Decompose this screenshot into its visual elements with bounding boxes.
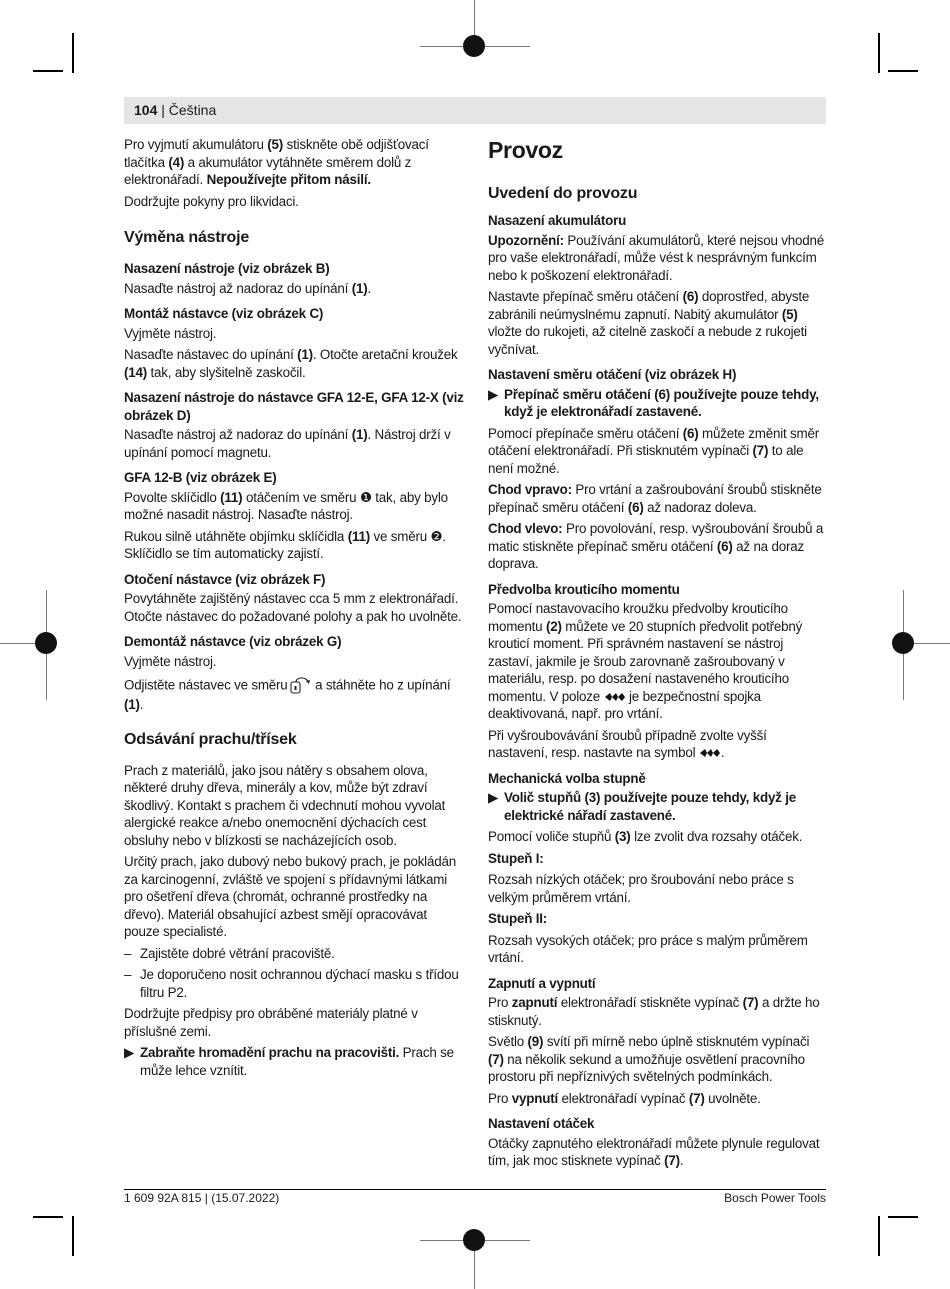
registration-mark [892,632,914,654]
paragraph: Při vyšroubovávání šroubů případně zvolte vyšší nastavení, resp. nastavte na symbol . [488,727,767,760]
subsection-title: Montáž nástavce (viz obrázek C) [124,306,324,321]
subsection-title: Předvolba krouticího momentu [488,581,680,597]
bullet-arrow-icon: ▶ [488,790,499,805]
paragraph: Pomocí voliče stupňů (3) lze zvolit dva rozsahy otáček. [488,829,803,844]
section-title: Odsávání prachu/třísek [124,730,297,748]
bullet-arrow-icon: ▶ [488,386,499,402]
left-column [124,136,464,1083]
direction-1-icon: ❶ [359,489,372,505]
paragraph: Pro vypnutí elektronářadí vypínač (7) uvolněte. [488,1090,761,1106]
right-column [488,136,828,1174]
registration-mark [463,1229,485,1251]
subsection-title: Nasazení akumulátoru [488,213,627,228]
footer-doc-number: 1 609 92A 815 | (15.07.2022) [124,1191,280,1205]
subsection-title: Mechanická volba stupně [488,770,646,786]
crop-mark [72,1216,74,1256]
paragraph: Určitý prach, jako dubový nebo bukový prach, je pokládán za karcinogenní, zvláště ve spojení s přídavnými látkami pro ošetření dřeva (chromát, ochranné prostředky na dřevo). Materiál obsahující azbest smějí opracovávat pouze specialisté. [124,854,456,939]
section-title: Výměna nástroje [124,229,250,246]
registration-mark [463,35,485,57]
paragraph: Vyjměte nástroj. [124,325,217,341]
paragraph: Rukou silně utáhněte objímku sklíčidla (11) ve směru ❷. Sklíčidlo se tím automaticky zajistí. [124,528,446,561]
section-title: Uvedení do provozu [488,185,638,202]
paragraph: Chod vlevo: Pro povolování, resp. vyšroubování šroubů a matic stiskněte přepínač směru otáčení (6) až na doraz doprava. [488,521,824,571]
paragraph: Pro vyjmutí akumulátoru (5) stiskněte obě odjišťovací tlačítka (4) a akumulátor vytáhněte směrem dolů z elektronářadí. Nepoužívejte přitom násilí. [124,137,429,187]
registration-mark [35,632,57,654]
paragraph: Nasaďte nástroj až nadoraz do upínání (1). [124,280,371,296]
subsection-title: Nastavení otáček [488,1116,595,1131]
paragraph: Pomocí nastavovacího kroužku předvolby krouticího momentu (2) můžete ve 20 stupních předvolit potřebný krouticí moment. Při správném nastavení se nástroj zastaví, jakmile je šroub zarovnaně zašroubovaný v materiálu, resp. po dosažení nastaveného krouticího momentu. V poloze je bezpečnostní spojka deaktivovaná, např. pro vrtání. [488,601,803,721]
footer-brand: Bosch Power Tools [724,1191,826,1205]
header-language: Čeština [168,102,217,118]
registration-line [474,1250,475,1289]
unlock-arrow-icon [288,676,312,696]
paragraph: Prach z materiálů, jako jsou nátěry s obsahem olova, některé druhy dřeva, minerály a kov, může být zdraví škodlivý. Kontakt s prachem či vdechnutí mohou vyvolat alergické reakce a/nebo onemocnění dýchacích cest obsluhy nebo v blízkosti se nacházejících osob. [124,762,446,848]
subsection-title: Nastavení směru otáčení (viz obrázek H) [488,367,737,382]
page-header [134,102,216,118]
subsection-title: Nasazení nástroje do nástavce GFA 12-E, GFA 12-X (viz obrázek D) [124,390,464,423]
header-separator: | [157,102,169,118]
registration-line [474,0,475,40]
drill-symbol-icon [699,748,721,758]
paragraph: Otáčky zapnutého elektronářadí můžete plynule regulovat tím, jak moc stisknete vypínač (7). [488,1135,820,1168]
paragraph: Světlo (9) svítí při mírně nebo úplně stisknutém vypínači (7) na několik sekund a umožňuje osvětlení pracovního prostoru při nepříznivých světelných podmínkách. [488,1034,810,1084]
paragraph: Nastavte přepínač směru otáčení (6) doprostřed, abyste zabránili neúmyslnému zapnutí. Nabitý akumulátor (5) vložte do rukojeti, až citelně zaskočí a nebude z rukojeti vyčnívat. [488,289,810,357]
gear-label: Stupeň II: [488,911,547,926]
crop-mark [878,1216,880,1256]
page-header-bar [124,97,826,124]
subsection-title: Demontáž nástavce (viz obrázek G) [124,634,342,649]
chapter-title: Provoz [488,137,563,163]
subsection-title: Nasazení nástroje (viz obrázek B) [124,261,330,276]
paragraph: Dodržujte pokyny pro likvidaci. [124,193,299,209]
crop-mark [72,33,74,73]
warning-item: ▶ Zabraňte hromadění prachu na pracovišti. Prach se může lehce vznítit. [124,1045,454,1078]
warning-item: ▶ Přepínač směru otáčení (6) používejte pouze tehdy, když je elektronářadí zastavené. [488,386,819,419]
subsection-title: Otočení nástavce (viz obrázek F) [124,571,326,587]
list-item: – Je doporučeno nosit ochrannou dýchací masku s třídou filtru P2. [124,967,459,1000]
crop-mark [33,1216,63,1218]
paragraph: Pro zapnutí elektronářadí stiskněte vypínač (7) a držte ho stisknutý. [488,995,820,1028]
paragraph: Vyjměte nástroj. [124,653,217,669]
crop-mark [888,70,918,72]
gear-label: Stupeň I: [488,850,544,866]
direction-2-icon: ❷ [430,528,443,544]
paragraph: Rozsah nízkých otáček; pro šroubování nebo práce s velkým průměrem vrtání. [488,872,794,905]
crop-mark [878,33,880,73]
bullet-arrow-icon: ▶ [124,1045,135,1060]
page-number: 104 [134,102,158,118]
paragraph: Odjistěte nástavec ve směru a stáhněte ho z upínání (1). [124,677,451,712]
paragraph: Nasaďte nástavec do upínání (1). Otočte aretační kroužek (14) tak, aby slyšitelně zaskočil. [124,347,458,380]
crop-mark [33,70,63,72]
paragraph: Povolte sklíčidlo (11) otáčením ve směru ❶ tak, aby bylo možné nasadit nástroj. Nasaďte nástroj. [124,489,448,522]
drill-symbol-icon [604,692,626,702]
paragraph: Upozornění: Používání akumulátorů, které nejsou vhodné pro vaše elektronářadí, může vést k nesprávným funkcím nebo k poškození elektronářadí. [488,232,825,283]
registration-line [910,643,950,644]
subsection-title: Zapnutí a vypnutí [488,975,596,991]
paragraph: Dodržujte předpisy pro obráběné materiály platné v příslušné zemi. [124,1006,418,1039]
list-item: – Zajistěte dobré větrání pracoviště. [124,945,335,961]
paragraph: Povytáhněte zajištěný nástavec cca 5 mm z elektronářadí. Otočte nástavec do požadované polohy a pak ho uvolněte. [124,591,462,624]
paragraph: Pomocí přepínače směru otáčení (6) můžete změnit směr otáčení elektronářadí. Při stisknutém vypínači (7) to ale není možné. [488,425,820,476]
paragraph: Chod vpravo: Pro vrtání a zašroubování šroubů stiskněte přepínač směru otáčení (6) až nadoraz doleva. [488,482,822,515]
crop-mark [888,1216,918,1218]
paragraph: Rozsah vysokých otáček; pro práce s malým průměrem vrtání. [488,932,808,965]
footer-rule [124,1189,826,1190]
registration-line [0,643,40,644]
subsection-title: GFA 12-B (viz obrázek E) [124,470,277,485]
warning-item: ▶ Volič stupňů (3) používejte pouze tehdy, když je elektrické nářadí zastavené. [488,790,796,823]
paragraph: Nasaďte nástroj až nadoraz do upínání (1). Nástroj drží v upínání pomocí magnetu. [124,427,451,460]
